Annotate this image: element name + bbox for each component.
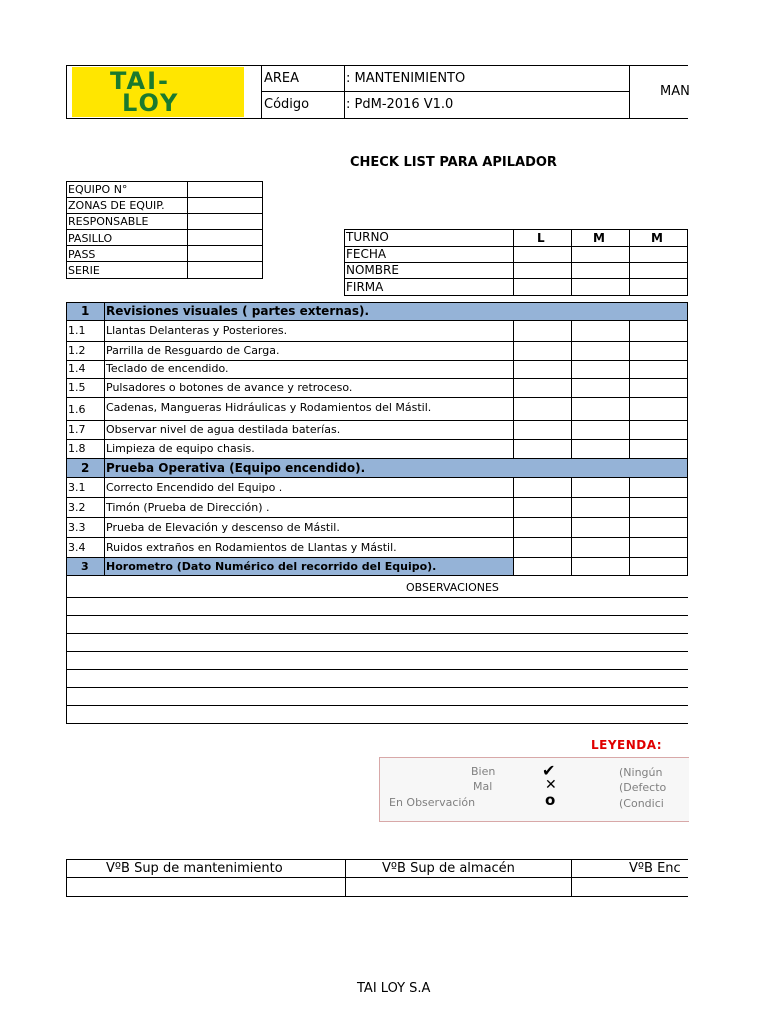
field-equipo-label: EQUIPO N° xyxy=(68,183,128,196)
legend-title: LEYENDA: xyxy=(591,738,663,752)
item-number: 1.2 xyxy=(68,344,86,357)
observations-label: OBSERVACIONES xyxy=(406,581,499,594)
item-text: Cadenas, Mangueras Hidráulicas y Rodamientos del Mástil. xyxy=(106,401,432,414)
day-header-m1: M xyxy=(593,231,605,245)
item-number: 1.6 xyxy=(68,403,86,416)
item-number: 1.7 xyxy=(68,423,86,436)
field-pasillo-label: PASILLO xyxy=(68,232,113,245)
fecha-label: FECHA xyxy=(346,247,387,261)
item-text: Limpieza de equipo chasis. xyxy=(106,442,255,455)
item-text: Prueba de Elevación y descenso de Mástil. xyxy=(106,521,340,534)
section-1-number: 1 xyxy=(81,304,90,318)
section-2-title: Prueba Operativa (Equipo encendido). xyxy=(106,461,366,475)
field-serie-label: SERIE xyxy=(68,264,100,277)
area-label: AREA xyxy=(264,71,300,86)
section-1-title: Revisiones visuales ( partes externas). xyxy=(106,304,370,318)
field-responsable-label: RESPONSABLE xyxy=(68,215,149,228)
firma-label: FIRMA xyxy=(346,280,384,294)
item-text: Timón (Prueba de Dirección) . xyxy=(106,501,270,514)
item-text: Pulsadores o botones de avance y retroceso. xyxy=(106,381,353,394)
logo-text-bottom: LOY xyxy=(122,89,180,117)
legend-obs-desc: (Condici xyxy=(619,797,664,810)
legend-mal-label: Mal xyxy=(473,780,493,793)
item-text: Parrilla de Resguardo de Carga. xyxy=(106,344,280,357)
field-zonas-label: ZONAS DE EQUIP. xyxy=(68,199,165,212)
turno-label: TURNO xyxy=(346,230,389,244)
item-number: 1.4 xyxy=(68,362,86,375)
field-pass-label: PASS xyxy=(68,248,96,261)
nombre-label: NOMBRE xyxy=(346,263,399,277)
item-text: Correcto Encendido del Equipo . xyxy=(106,481,283,494)
day-header-l: L xyxy=(537,231,545,245)
item-number: 1.8 xyxy=(68,442,86,455)
legend-box xyxy=(379,757,689,822)
signature-maintenance-label: VºB Sup de mantenimiento xyxy=(106,861,283,876)
check-icon: ✔ xyxy=(542,761,556,780)
item-number: 3.4 xyxy=(68,541,86,554)
signature-warehouse-label: VºB Sup de almacén xyxy=(382,861,515,876)
signature-manager-label: VºB Enc xyxy=(629,861,681,876)
company-logo xyxy=(72,67,244,117)
item-number: 3.3 xyxy=(68,521,86,534)
logo-text-top: TAI- xyxy=(110,67,170,95)
area-value: : MANTENIMIENTO xyxy=(346,71,466,86)
header-right-text: MAN xyxy=(660,84,690,99)
item-text: Teclado de encendido. xyxy=(106,362,229,375)
code-label: Código xyxy=(264,97,310,112)
item-text: Ruidos extraños en Rodamientos de Llantas y Mástil. xyxy=(106,541,397,554)
item-number: 3.2 xyxy=(68,501,86,514)
section-3-title: Horometro (Dato Numérico del recorrido del Equipo). xyxy=(106,560,437,573)
footer-company: TAI LOY S.A xyxy=(357,981,431,996)
item-number: 1.1 xyxy=(68,324,86,337)
item-text: Observar nivel de agua destilada baterías. xyxy=(106,423,341,436)
legend-obs-label: En Observación xyxy=(389,796,476,809)
page-title: CHECK LIST PARA APILADOR xyxy=(350,155,557,170)
cross-icon: ✕ xyxy=(545,777,557,793)
section-3-number: 3 xyxy=(81,560,89,573)
code-value: : PdM-2016 V1.0 xyxy=(346,97,454,112)
legend-bien-label: Bien xyxy=(471,765,496,778)
circle-icon: o xyxy=(545,791,556,809)
item-number: 1.5 xyxy=(68,381,86,394)
legend-bien-desc: (Ningún xyxy=(619,766,663,779)
item-number: 3.1 xyxy=(68,481,86,494)
item-text: Llantas Delanteras y Posteriores. xyxy=(106,324,288,337)
day-header-m2: M xyxy=(651,231,663,245)
section-2-number: 2 xyxy=(81,461,90,475)
legend-mal-desc: (Defecto xyxy=(619,781,667,794)
